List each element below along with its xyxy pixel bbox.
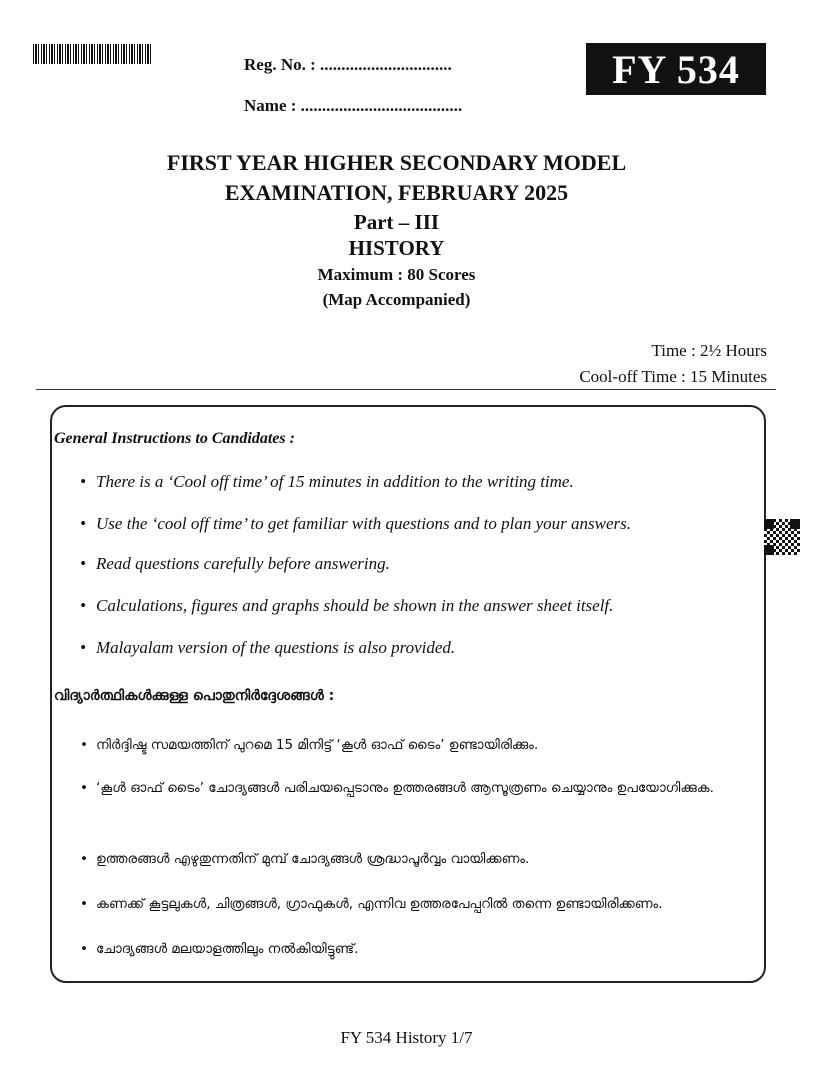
paper-code-badge: FY 534 <box>586 43 766 95</box>
qr-code <box>764 519 800 555</box>
exam-title-line2: EXAMINATION, FEBRUARY 2025 <box>224 180 569 205</box>
instructions-heading: General Instructions to Candidates : <box>54 430 295 447</box>
max-scores: Maximum : 80 Scores <box>317 265 476 284</box>
instruction-item: • Malayalam version of the questions is also provided. <box>80 638 456 657</box>
instruction-text: Malayalam version of the questions is also provided. <box>96 638 456 657</box>
time-info <box>579 338 767 390</box>
instruction-text: There is a ‘Cool off time’ of 15 minutes in addition to the writing time. <box>96 472 574 491</box>
instruction-item: • Read questions carefully before answering. <box>80 554 390 573</box>
ml-instruction-item: • ചോദ്യങ്ങൾ മലയാളത്തിലും നൽകിയിട്ടുണ്ട്. <box>80 941 359 957</box>
instruction-item: • Calculations, figures and graphs should be shown in the answer sheet itself. <box>80 596 614 615</box>
instruction-text: Use the ‘cool off time’ to get familiar with questions and to plan your answers. <box>96 514 632 533</box>
ml-instruction-item: • ഉത്തരങ്ങൾ എഴുതുന്നതിന് മുമ്പ് ചോദ്യങ്ങൾ ശ്രദ്ധാപൂർവ്വം വായിക്കണം. <box>80 851 530 867</box>
ml-instructions-heading: വിദ്യാർത്ഥികൾക്കുള്ള പൊതുനിർദ്ദേശങ്ങൾ : <box>54 688 335 704</box>
exam-subject: HISTORY <box>348 236 445 260</box>
instruction-item: • Use the ‘cool off time’ to get familiar with questions and to plan your answers. <box>80 514 632 533</box>
instruction-text: Calculations, figures and graphs should be shown in the answer sheet itself. <box>96 596 614 615</box>
exam-title-line1: FIRST YEAR HIGHER SECONDARY MODEL <box>166 150 627 175</box>
cool-off-time: Cool-off Time : 15 Minutes <box>579 367 767 386</box>
ml-instruction-item: • ‘കൂൾ ഓഫ് ടൈം’ ചോദ്യങ്ങൾ പരിചയപ്പെടാനും ഉത്തരങ്ങൾ ആസൂത്രണം ചെയ്യാനും ഉപയോഗിക്കുക. <box>80 780 714 796</box>
ml-instruction-text: കണക്ക് കൂട്ടലുകൾ, ചിത്രങ്ങൾ, ഗ്രാഫുകൾ, എന്നിവ ഉത്തരപേപ്പറിൽ തന്നെ ഉണ്ടായിരിക്കണം. <box>96 896 663 912</box>
ml-instruction-text: ഉത്തരങ്ങൾ എഴുതുന്നതിന് മുമ്പ് ചോദ്യങ്ങൾ ശ്രദ്ധാപൂർവ്വം വായിക്കണം. <box>96 851 530 867</box>
name-field: Name : ...................................... <box>244 96 463 115</box>
instruction-text: Read questions carefully before answering. <box>96 554 390 573</box>
time-duration: Time : 2½ Hours <box>651 341 767 360</box>
ml-instruction-text: ‘കൂൾ ഓഫ് ടൈം’ ചോദ്യങ്ങൾ പരിചയപ്പെടാനും ഉത്തരങ്ങൾ ആസൂത്രണം ചെയ്യാനും ഉപയോഗിക്കുക. <box>96 780 714 796</box>
ml-instruction-text: ചോദ്യങ്ങൾ മലയാളത്തിലും നൽകിയിട്ടുണ്ട്. <box>96 941 359 957</box>
exam-part: Part – III <box>353 210 440 234</box>
map-note: (Map Accompanied) <box>322 290 471 309</box>
divider <box>36 389 776 390</box>
barcode <box>33 44 151 64</box>
instruction-item: • There is a ‘Cool off time’ of 15 minutes in addition to the writing time. <box>80 472 574 491</box>
page-footer: FY 534 History 1/7 <box>340 1028 473 1047</box>
ml-instruction-text: നിർദ്ദിഷ്ട സമയത്തിന് പുറമെ 15 മിനിട്ട് ‘കൂൾ ഓഫ് ടൈം’ ഉണ്ടായിരിക്കും. <box>96 737 539 753</box>
reg-no-field: Reg. No. : ............................... <box>244 55 452 74</box>
ml-instruction-item: • കണക്ക് കൂട്ടലുകൾ, ചിത്രങ്ങൾ, ഗ്രാഫുകൾ, എന്നിവ ഉത്തരപേപ്പറിൽ തന്നെ ഉണ്ടായിരിക്കണം. <box>80 896 663 912</box>
ml-instruction-item: • നിർദ്ദിഷ്ട സമയത്തിന് പുറമെ 15 മിനിട്ട് ‘കൂൾ ഓഫ് ടൈം’ ഉണ്ടായിരിക്കും. <box>80 737 539 753</box>
